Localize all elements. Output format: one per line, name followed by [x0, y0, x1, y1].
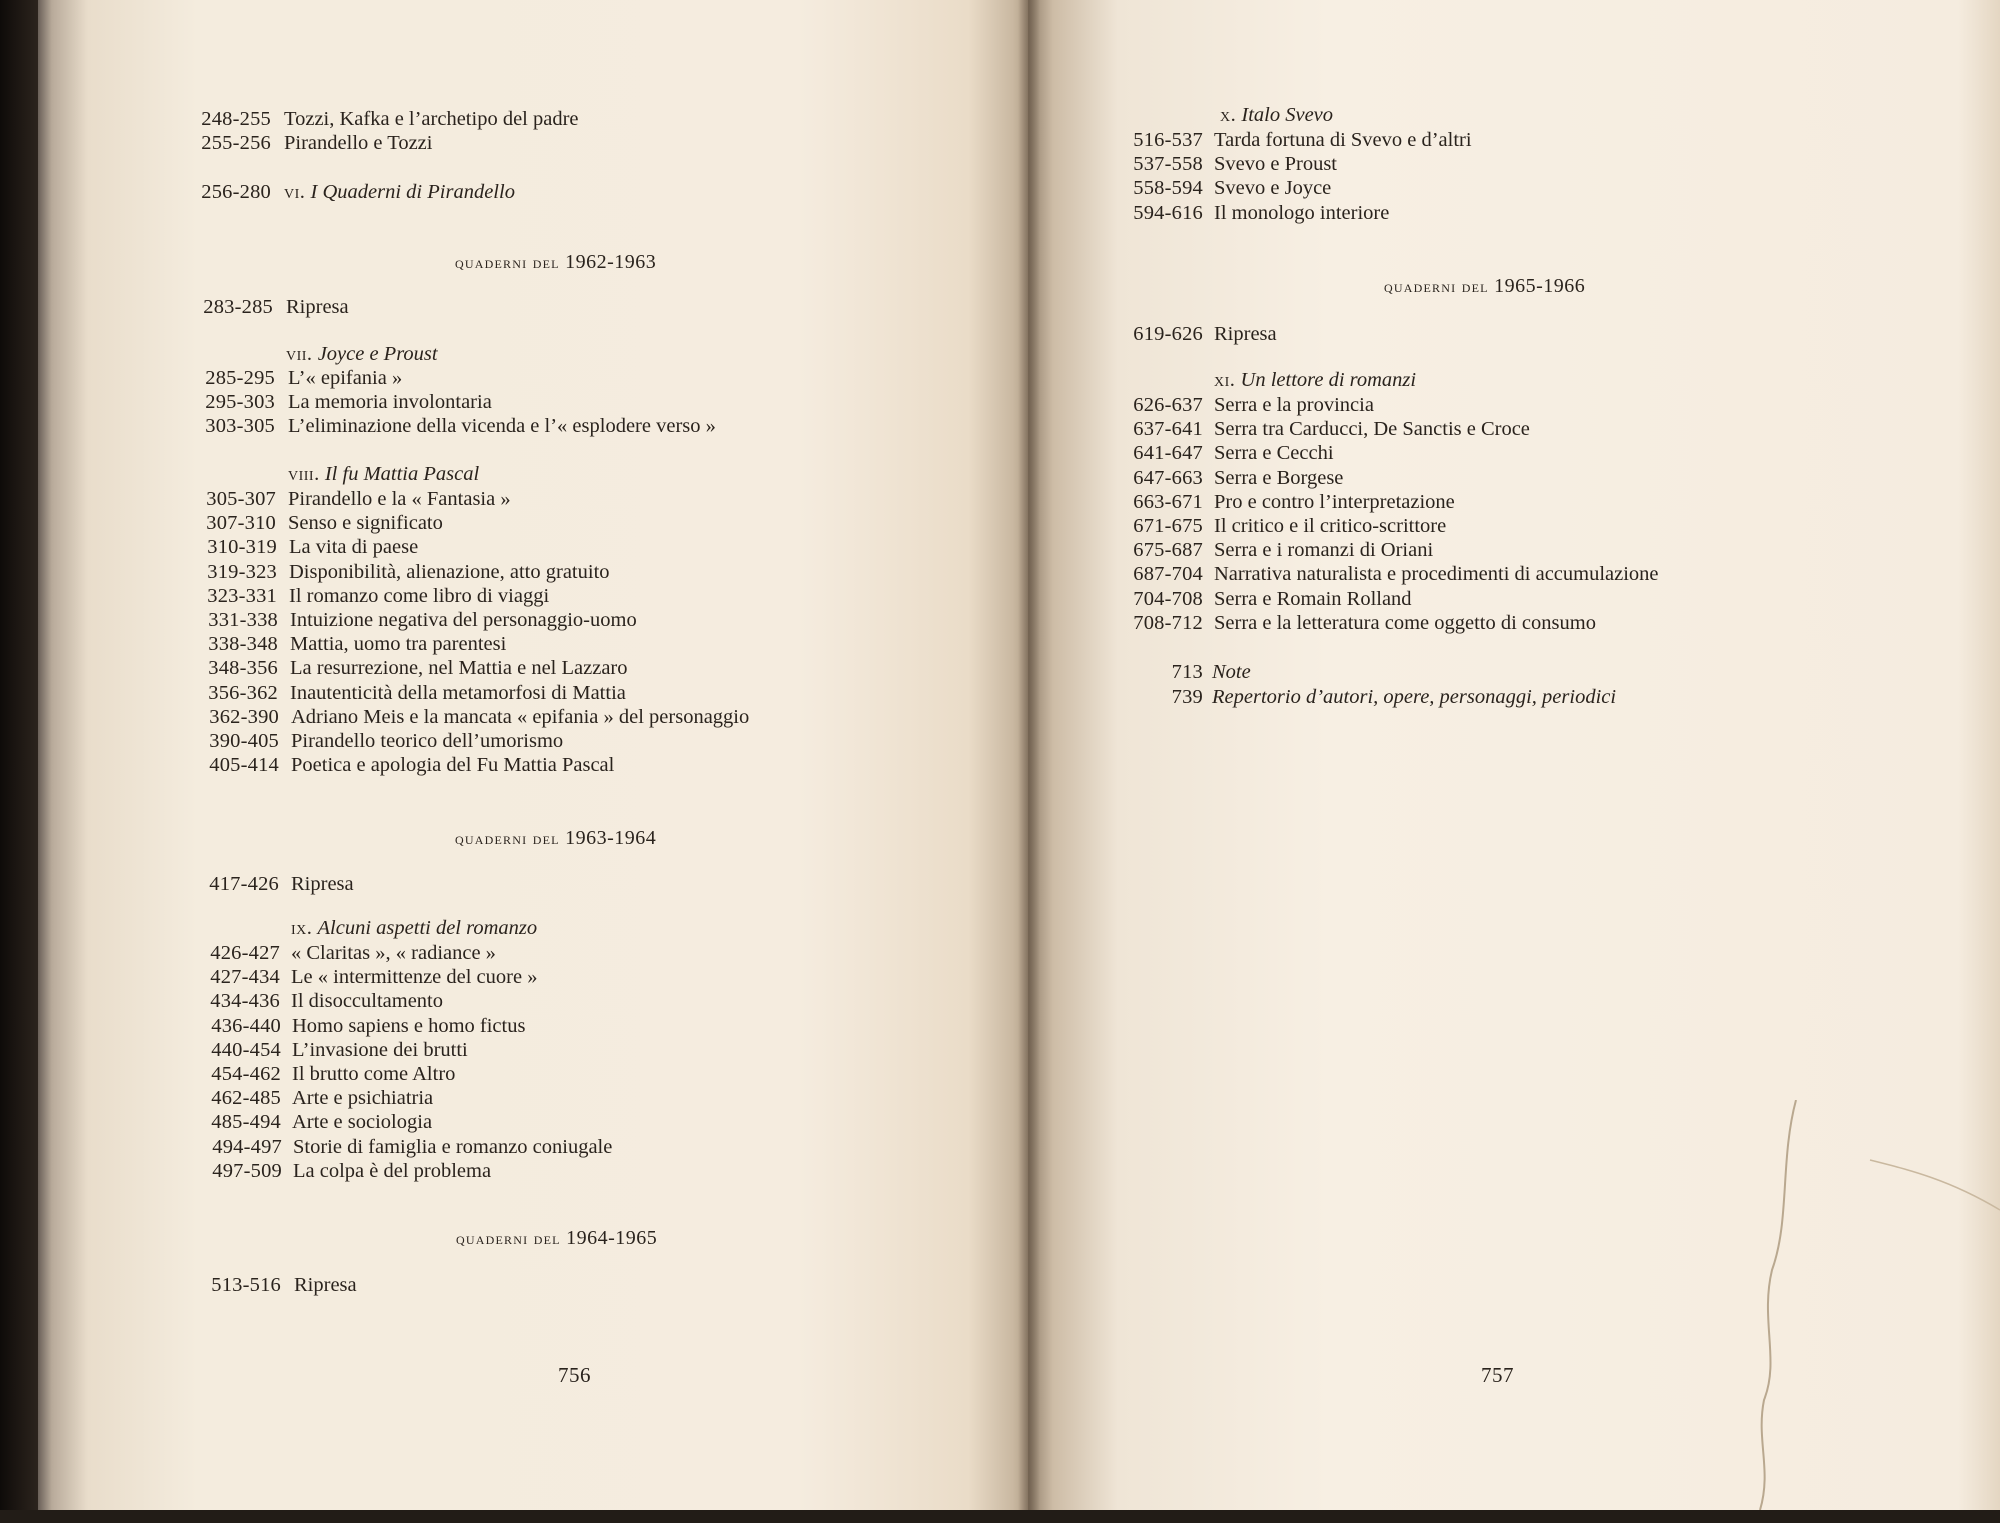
chapter-heading-ix: [291, 916, 537, 940]
entry-title: Storie di famiglia e romanzo coniugale: [293, 1135, 613, 1158]
entry-pages: 647-663: [1133, 466, 1203, 489]
entry-pages: 390-405: [209, 730, 279, 752]
entry-pages: 675-687: [1133, 539, 1203, 562]
entry-pages: 454-462: [211, 1063, 281, 1085]
chapter-number: ix.: [291, 917, 313, 939]
chapter-title: Italo Svevo: [1241, 104, 1334, 126]
chapter-number: vii.: [286, 343, 313, 365]
chapter-title: Il fu Mattia Pascal: [324, 463, 480, 485]
entry-pages: 626-637: [1133, 394, 1203, 416]
chapter-heading-x: [1220, 103, 1333, 127]
entry-pages: 704-708: [1133, 587, 1203, 610]
entry-title: La colpa è del problema: [293, 1159, 492, 1182]
entry-title: Tarda fortuna di Svevo e d’altri: [1214, 129, 1472, 151]
entry-pages: 305-307: [206, 488, 276, 510]
entry-title: Il critico e il critico-scrittore: [1214, 515, 1447, 537]
entry-title: Tozzi, Kafka e l’archetipo del padre: [284, 108, 579, 130]
entry-title: Ripresa: [291, 873, 354, 895]
entry-title: L’« epifania »: [288, 367, 403, 389]
chapter-heading-viii: [288, 462, 479, 486]
entry-pages: 713: [1171, 661, 1203, 683]
entry-pages: 708-712: [1133, 611, 1203, 634]
entry-pages: 303-305: [205, 415, 275, 437]
entry-title: La memoria involontaria: [288, 391, 492, 413]
section-heading-1965: [1384, 274, 1585, 299]
entry-title: Ripresa: [294, 1274, 357, 1296]
entry-title: La resurrezione, nel Mattia e nel Lazzaro: [290, 657, 628, 680]
entry-pages: 338-348: [208, 633, 278, 656]
section-label: quaderni del: [455, 253, 560, 272]
entry-title: Note: [1212, 661, 1251, 683]
chapter-title: Alcuni aspetti del romanzo: [317, 917, 538, 939]
entry-title: Il monologo interiore: [1214, 201, 1390, 224]
entry-pages: 295-303: [205, 391, 275, 413]
section-label: quaderni del: [455, 829, 560, 848]
entry-title: Inautenticità della metamorfosi di Mattia: [290, 681, 626, 704]
entry-title: Serra e la letteratura come oggetto di consumo: [1214, 611, 1596, 634]
entry-pages: 462-485: [211, 1087, 281, 1110]
entry-pages: 594-616: [1133, 201, 1203, 224]
section-heading-1964: [456, 1226, 657, 1251]
entry-pages: 641-647: [1133, 442, 1203, 465]
chapter-heading-xi: [1214, 368, 1416, 392]
entry-pages: 348-356: [208, 657, 278, 680]
entry-title: Intuizione negativa del personaggio-uomo: [290, 609, 637, 631]
section-years: 1964-1965: [566, 1227, 658, 1249]
entry-title: « Claritas », « radiance »: [291, 942, 496, 964]
entry-pages: 310-319: [207, 536, 277, 559]
entry-pages: 739: [1171, 686, 1203, 708]
chapter-number: x.: [1220, 104, 1237, 126]
entry-title: Il disoccultamento: [291, 990, 443, 1013]
chapter-heading: [284, 180, 515, 204]
entry-title: Homo sapiens e homo fictus: [292, 1014, 526, 1037]
entry-pages: 516-537: [1133, 129, 1203, 151]
scan-edge-bottom: [0, 1510, 2000, 1523]
section-heading-1963: [455, 826, 656, 851]
entry-title: Ripresa: [1214, 323, 1277, 345]
entry-pages: 323-331: [207, 584, 277, 607]
entry-title: Le « intermittenze del cuore »: [291, 966, 538, 989]
entry-title: Pro e contro l’interpretazione: [1214, 490, 1455, 513]
entry-title: Narrativa naturalista e procedimenti di accumulazione: [1214, 563, 1659, 586]
chapter-title: I Quaderni di Pirandello: [310, 181, 515, 203]
entry-pages: 307-310: [206, 512, 276, 535]
entry-pages: 494-497: [212, 1135, 282, 1158]
entry-title: Il romanzo come libro di viaggi: [289, 584, 550, 607]
entry-pages: 513-516: [211, 1274, 281, 1296]
entry-title: Serra e Romain Rolland: [1214, 587, 1412, 610]
section-years: 1962-1963: [565, 251, 657, 273]
page-tear-mark: [1720, 1100, 2000, 1510]
entry-pages: 619-626: [1133, 323, 1203, 345]
entry-title: Svevo e Joyce: [1214, 177, 1332, 200]
section-years: 1963-1964: [565, 827, 657, 849]
entry-pages: 426-427: [210, 942, 280, 964]
entry-pages: 440-454: [211, 1038, 281, 1061]
entry-pages: 283-285: [203, 296, 273, 318]
entry-pages: 362-390: [209, 705, 279, 728]
chapter-number: xi.: [1214, 369, 1236, 391]
entry-title: La vita di paese: [289, 536, 419, 559]
chapter-heading-vii: [286, 342, 438, 366]
chapter-number: viii.: [288, 463, 320, 485]
entry-pages: 427-434: [210, 966, 280, 989]
entry-pages: 248-255: [201, 108, 271, 130]
entry-title: Poetica e apologia del Fu Mattia Pascal: [291, 754, 615, 777]
entry-title: Mattia, uomo tra parentesi: [290, 633, 507, 656]
entry-title: Repertorio d’autori, opere, personaggi, periodici: [1212, 686, 1617, 708]
entry-pages: 537-558: [1133, 153, 1203, 176]
entry-title: L’invasione dei brutti: [292, 1038, 468, 1061]
section-label: quaderni del: [456, 1229, 561, 1248]
section-years: 1965-1966: [1494, 275, 1586, 297]
entry-title: Adriano Meis e la mancata « epifania » del personaggio: [291, 705, 750, 728]
entry-title: Disponibilità, alienazione, atto gratuito: [289, 560, 610, 583]
entry-pages: 319-323: [207, 560, 277, 583]
entry-pages: 285-295: [205, 367, 275, 389]
entry-title: Pirandello e la « Fantasia »: [288, 488, 511, 510]
entry-title: Pirandello teorico dell’umorismo: [291, 730, 564, 752]
section-label: quaderni del: [1384, 277, 1489, 296]
scan-edge-left: [0, 0, 38, 1523]
entry-pages: 436-440: [211, 1014, 281, 1037]
entry-title: Arte e sociologia: [292, 1111, 433, 1134]
entry-pages: 256-280: [201, 181, 271, 203]
entry-pages: 485-494: [211, 1111, 281, 1134]
entry-title: Serra e la provincia: [1214, 394, 1374, 416]
entry-title: Senso e significato: [288, 512, 443, 535]
entry-pages: 663-671: [1133, 490, 1203, 513]
entry-title: Ripresa: [286, 296, 349, 318]
entry-title: Serra e Borgese: [1214, 466, 1344, 489]
entry-pages: 558-594: [1133, 177, 1203, 200]
entry-pages: 356-362: [208, 681, 278, 704]
entry-pages: 434-436: [210, 990, 280, 1013]
entry-title: L’eliminazione della vicenda e l’« esplodere verso »: [288, 415, 716, 437]
page-number-left: 756: [558, 1363, 591, 1387]
entry-pages: 497-509: [212, 1159, 282, 1182]
entry-pages: 331-338: [208, 609, 278, 631]
section-heading-1962: [455, 250, 656, 275]
entry-pages: 255-256: [201, 132, 271, 154]
entry-pages: 637-641: [1133, 418, 1203, 441]
entry-pages: 417-426: [209, 873, 279, 895]
entry-title: Arte e psichiatria: [292, 1087, 434, 1110]
entry-title: Serra e Cecchi: [1214, 442, 1334, 465]
chapter-title: Un lettore di romanzi: [1240, 369, 1417, 391]
entry-title: Pirandello e Tozzi: [284, 132, 433, 154]
entry-pages: 671-675: [1133, 515, 1203, 537]
page-number-right: 757: [1481, 1363, 1514, 1387]
entry-pages: 405-414: [209, 754, 279, 777]
entry-pages: 687-704: [1133, 563, 1203, 586]
entry-title: Il brutto come Altro: [292, 1063, 456, 1085]
chapter-title: Joyce e Proust: [317, 343, 438, 365]
entry-title: Serra tra Carducci, De Sanctis e Croce: [1214, 418, 1530, 441]
entry-title: Serra e i romanzi di Oriani: [1214, 539, 1434, 562]
entry-title: Svevo e Proust: [1214, 153, 1337, 176]
chapter-number: vi.: [284, 181, 306, 203]
book-gutter: [1018, 0, 1040, 1510]
